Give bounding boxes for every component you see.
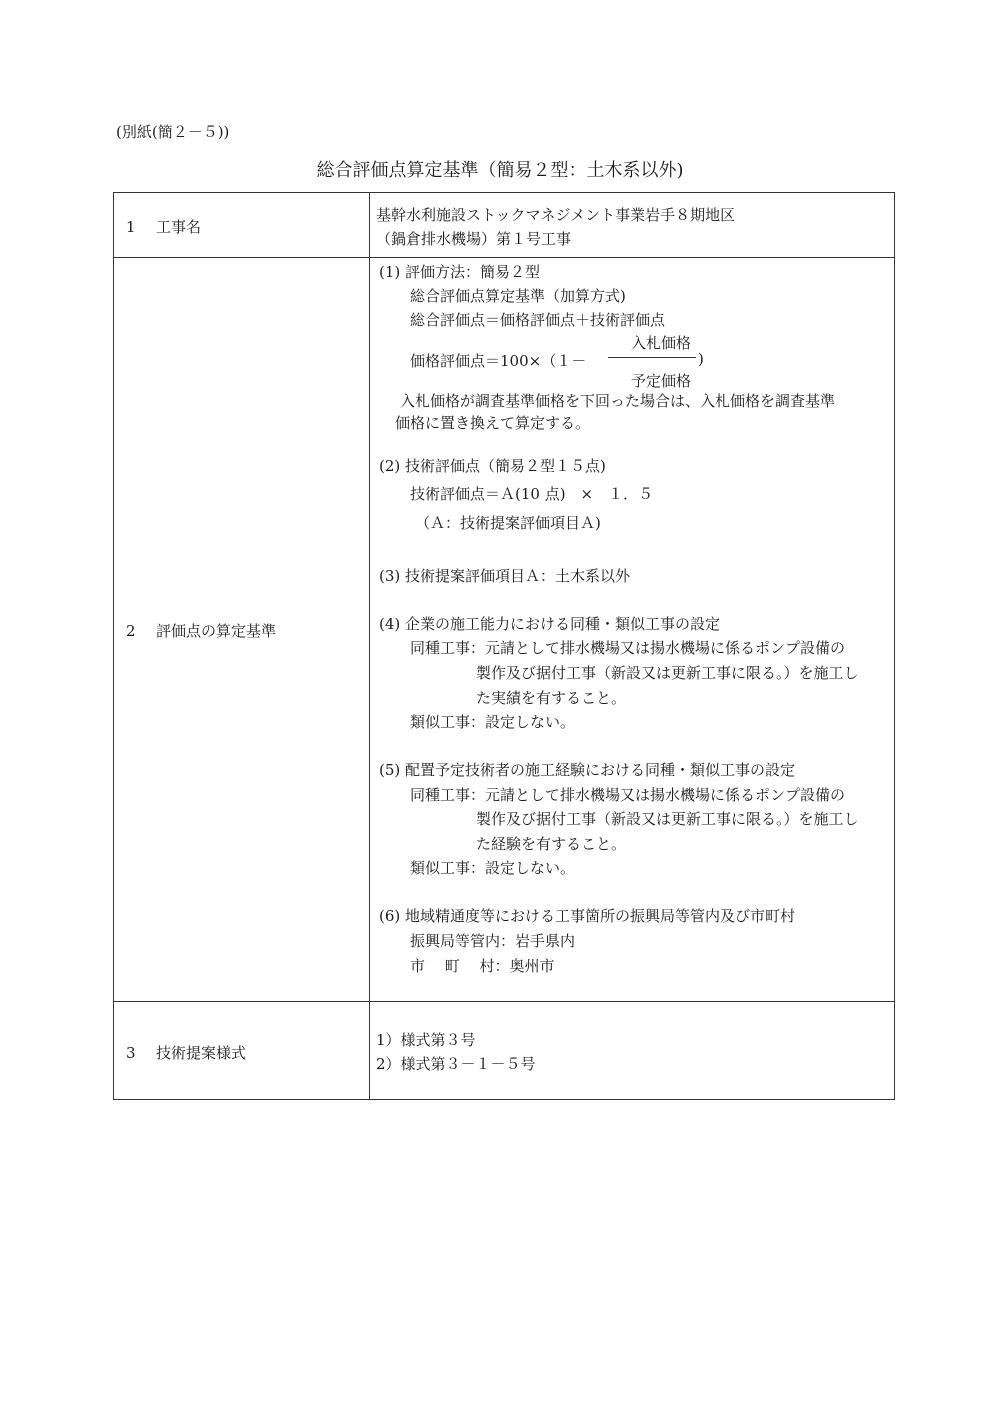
section1-note1: 入札価格が調査基準価格を下回った場合は、入札価格を調査基準 [400,392,836,410]
section5-line1: 同種工事：元請として排水機場又は揚水機場に係るポンプ設備の [410,786,846,804]
project-name-line1: 基幹水利施設ストックマネジメント事業岩手８期地区 [376,206,736,224]
annex-label: (別紙(簡２－５)) [116,123,230,141]
section5-heading: (5) 配置予定技術者の施工経験における同種・類似工事の設定 [379,761,796,779]
section6-heading: (6) 地域精通度等における工事箇所の振興局等管内及び市町村 [379,907,796,925]
formula-denominator: 予定価格 [631,372,692,390]
section1-heading: (1) 評価方法：簡易２型 [379,263,541,281]
project-name-line2: （鍋倉排水機場）第１号工事 [376,230,572,248]
form-item1: 1）様式第３号 [376,1031,476,1049]
section1-note2: 価格に置き換えて算定する。 [395,414,591,432]
section2-line2: （Ａ：技術提案評価項目Ａ) [415,514,601,532]
row2-number: 2 [126,622,136,640]
row3-number: 3 [126,1044,136,1062]
row2-label-text: 評価点の算定基準 [156,622,277,640]
section4-line1: 同種工事：元請として排水機場又は揚水機場に係るポンプ設備の [410,639,846,657]
row2-label [126,620,276,641]
row3-label-text: 技術提案様式 [156,1044,247,1062]
row-divider [114,257,894,258]
section4-line2: 製作及び据付工事（新設又は更新工事に限る。）を施工し [476,664,859,682]
row3-label [126,1042,246,1063]
section6-line1: 振興局等管内：岩手県内 [410,932,576,950]
row1-label-text: 工事名 [156,218,202,236]
formula-numerator: 入札価格 [631,334,692,352]
column-divider [369,193,370,1099]
section1-line1: 総合評価点算定基準（加算方式) [410,287,626,305]
section4-heading: (4) 企業の施工能力における同種・類似工事の設定 [379,615,721,633]
section4-line3: た実績を有すること。 [476,689,627,707]
section5-line3: た経験を有すること。 [476,835,627,853]
section5-line4: 類似工事：設定しない。 [410,859,576,877]
section2-line1: 技術評価点＝Ａ(10 点) × １．５ [410,485,654,503]
section6-line2: 市 町 村：奥州市 [410,957,555,975]
section1-line2: 総合評価点＝価格評価点＋技術評価点 [410,311,666,329]
criteria-table [113,192,895,1100]
formula-suffix: ) [698,350,704,368]
row1-label [126,216,201,237]
section3-heading: (3) 技術提案評価項目Ａ：土木系以外 [379,567,631,585]
section2-heading: (2) 技術評価点（簡易２型１５点) [379,457,606,475]
row1-number: 1 [126,218,136,236]
section4-line4: 類似工事：設定しない。 [410,713,576,731]
form-item2: 2）様式第３－１－５号 [376,1055,536,1073]
fraction-bar [608,357,696,358]
row-divider [114,1001,894,1002]
document-title: 総合評価点算定基準（簡易２型：土木系以外) [316,160,684,181]
section5-line2: 製作及び据付工事（新設又は更新工事に限る。）を施工し [476,810,859,828]
price-formula-prefix: 価格評価点＝100×（１－ [410,352,587,370]
